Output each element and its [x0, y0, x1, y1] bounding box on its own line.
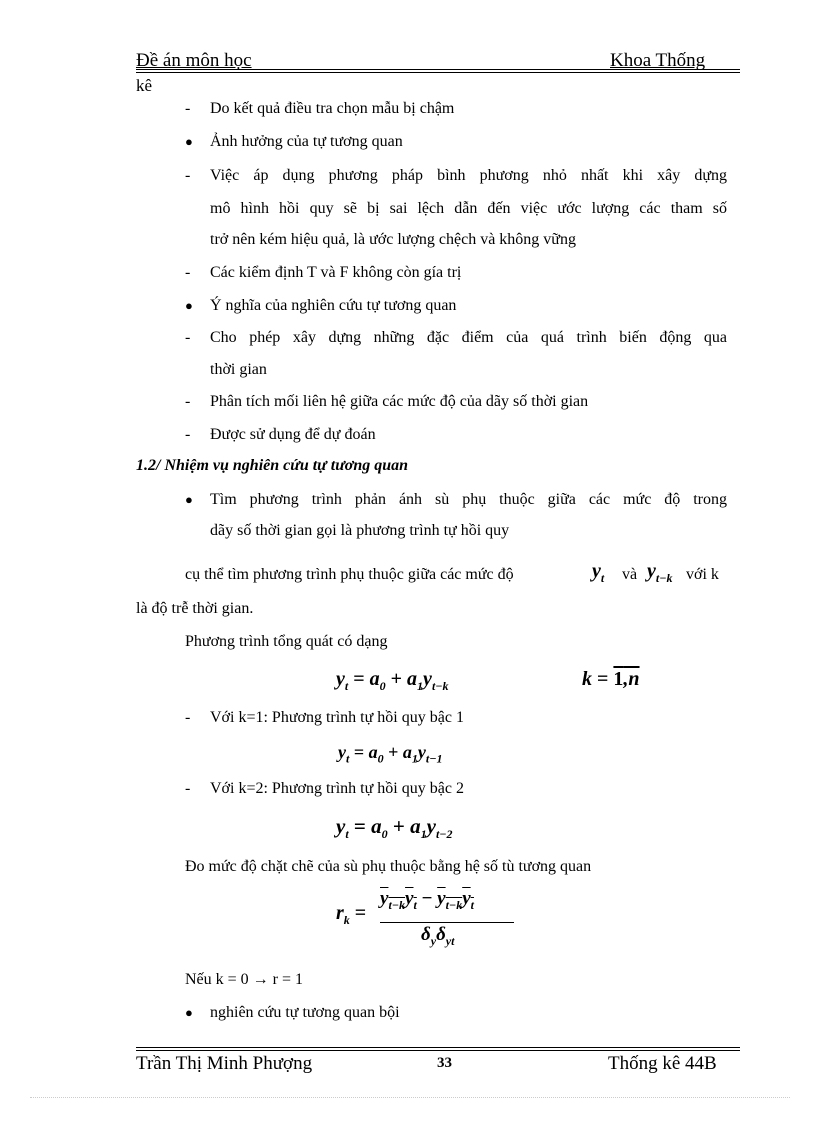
k-range: k = 1,n	[582, 668, 640, 690]
dash-marker: -	[185, 329, 191, 346]
header-rule-2	[136, 72, 740, 73]
section-heading: 1.2/ Nhiệm vụ nghiên cứu tự tương quan	[136, 457, 409, 474]
list-item-cont: trở nên kém hiệu quả, là ước lượng chệch và không vững	[210, 231, 576, 248]
footer-author: Trần Thị Minh Phượng	[136, 1053, 313, 1074]
bullet-item: nghiên cứu tự tương quan bội	[210, 1004, 400, 1021]
general-equation: $y_t = a_0 + a_1y_{t-k}$	[336, 668, 449, 693]
footer-course: Thống kê 44B	[608, 1053, 717, 1074]
list-item-cont: mô hình hồi quy sẽ bị sai lệch dẫn đến việc ước lượng các tham số	[210, 200, 727, 217]
dash-marker: -	[185, 264, 191, 281]
bullet-item: Ảnh hưởng của tự tương quan	[210, 133, 403, 150]
page-break-line	[30, 1097, 790, 1098]
page-number: 33	[437, 1055, 452, 1071]
formula-denominator: $\delta_y\delta_{yt}$	[421, 924, 455, 948]
list-item: Được sử dụng để dự đoán	[210, 426, 376, 443]
dash-marker: -	[185, 426, 191, 443]
dash-marker: -	[185, 709, 191, 726]
math-yt-k: $y_{t-k}$	[647, 560, 673, 585]
list-item: Do kết quả điều tra chọn mẫu bị chậm	[210, 100, 455, 117]
equation-order-1: $y_t = a_0 + a_1y_{t-1}$	[338, 742, 443, 766]
dash-marker: -	[185, 167, 191, 184]
paragraph-text: là độ trễ thời gian.	[136, 600, 254, 617]
footer-rule	[136, 1047, 740, 1048]
correlation-formula	[336, 888, 526, 958]
footer-rule-2	[136, 1050, 740, 1051]
paragraph-text: Phương trình tổng quát có dạng	[185, 633, 388, 650]
bullet-marker: ●	[185, 298, 193, 313]
math-yt: $y_t$	[592, 560, 605, 585]
text-run: cụ thể tìm phương trình phụ thuộc giữa các mức độ	[185, 566, 514, 583]
paragraph-text	[185, 565, 514, 585]
list-item: Các kiểm định T và F không còn gía trị	[210, 264, 462, 281]
bullet-marker: ●	[185, 492, 193, 507]
dash-marker: -	[185, 393, 191, 410]
bullet-item: Ý nghĩa của nghiên cứu tự tương quan	[210, 297, 457, 314]
list-item: Việc áp dụng phương pháp bình phương nhỏ nhất khi xây dựng	[210, 167, 727, 184]
text-run: và	[622, 566, 638, 583]
paragraph-text: Nếu k = 0 → r = 1	[185, 971, 304, 988]
header-left: Đề án môn học	[136, 50, 252, 71]
list-item: Phân tích mối liên hệ giữa các mức độ của dãy số thời gian	[210, 393, 589, 410]
header-wrap-text: kê	[136, 76, 153, 95]
bullet-item-cont: dãy số thời gian gọi là phương trình tự hồi quy	[210, 522, 510, 539]
list-item: Với k=2: Phương trình tự hồi quy bậc 2	[210, 780, 464, 797]
header-rule	[136, 69, 740, 70]
header-right: Khoa Thống	[610, 50, 706, 71]
text-run: với k	[686, 566, 719, 583]
bullet-marker: ●	[185, 1005, 193, 1020]
dash-marker: -	[185, 780, 191, 797]
formula-numerator: $y_{t-k}y_t - y_{t-k}y_t$	[380, 888, 474, 912]
list-item: Với k=1: Phương trình tự hồi quy bậc 1	[210, 709, 464, 726]
paragraph-text: Đo mức độ chặt chẽ của sù phụ thuộc bằng hệ số tù tương quan	[185, 858, 592, 875]
bullet-marker: ●	[185, 134, 193, 149]
bullet-item: Tìm phương trình phản ánh sù phụ thuộc giữa các mức độ trong	[210, 491, 727, 508]
list-item-cont: thời gian	[210, 361, 267, 378]
fraction-bar	[380, 922, 514, 923]
list-item: Cho phép xây dựng những đặc điểm của quá trình biến động qua	[210, 329, 727, 346]
math-rk: $r_k$ =	[336, 902, 367, 927]
equation-order-2: $y_t = a_0 + a_1y_{t-2}$	[336, 814, 453, 842]
dash-marker: -	[185, 100, 191, 117]
